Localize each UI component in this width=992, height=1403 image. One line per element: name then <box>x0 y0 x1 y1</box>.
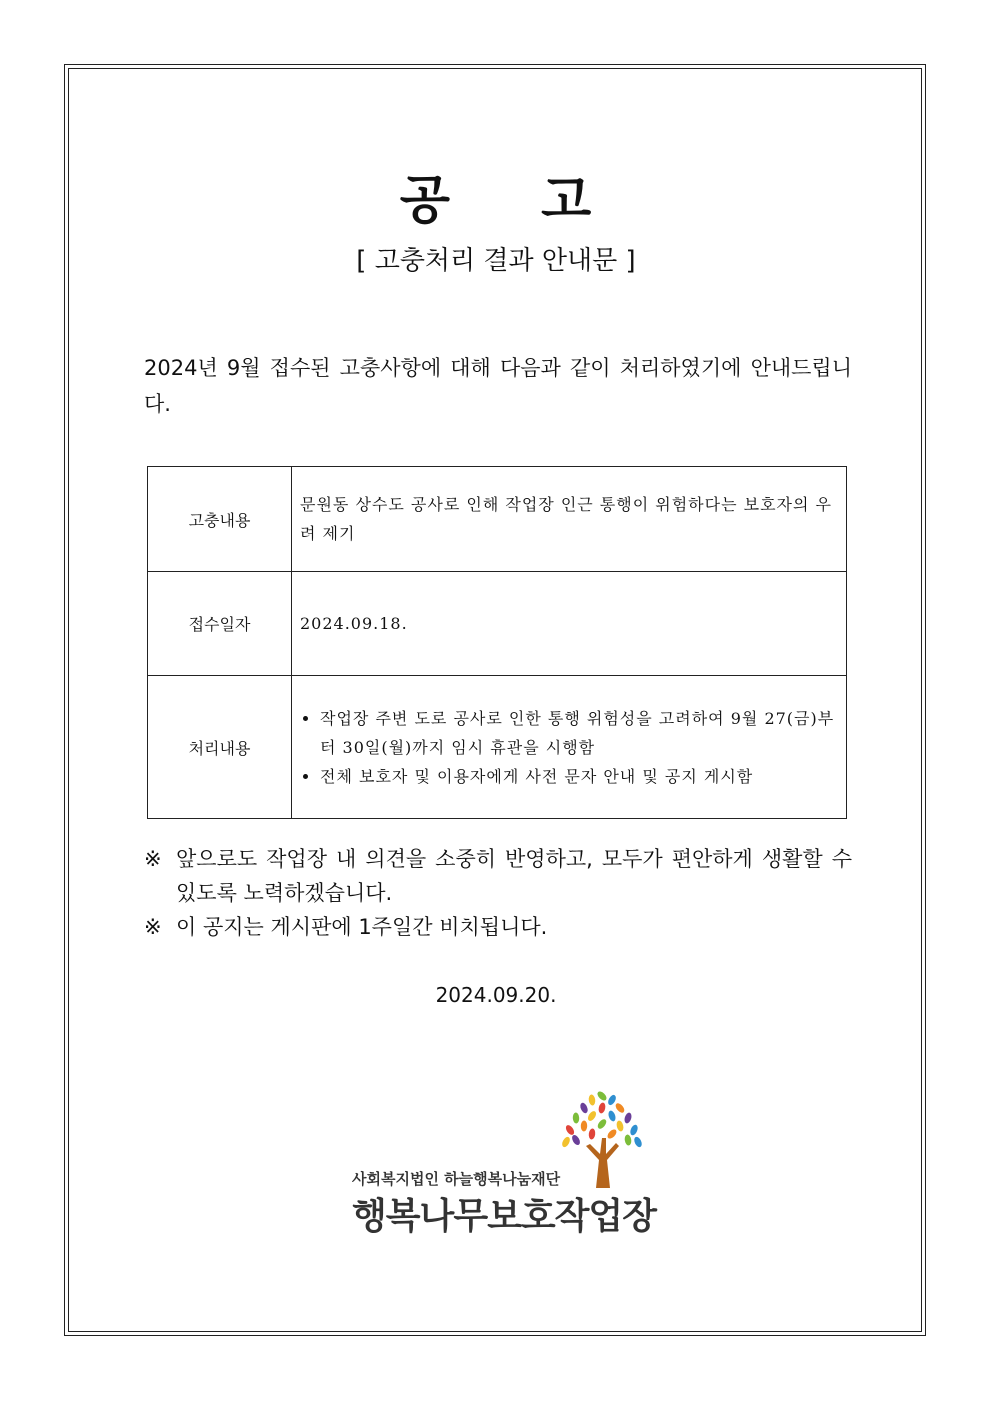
table-row <box>148 676 847 819</box>
leaf-shape <box>561 1136 572 1149</box>
list-item: • 전체 보호자 및 이용자에게 사전 문자 안내 및 공지 게시함 <box>320 762 838 791</box>
leaf-shape <box>588 1128 596 1140</box>
leaf-shape <box>606 1128 618 1140</box>
notice-title <box>0 158 992 233</box>
row-value-content: 문원동 상수도 공사로 인해 작업장 인근 통행이 위험하다는 보호자의 우려 제기 <box>292 467 847 572</box>
note-text: 이 공지는 게시판에 1주일간 비치됩니다. <box>176 915 548 939</box>
note-item <box>144 842 852 910</box>
title-char-right: 고 <box>541 171 593 231</box>
leaf-shape <box>633 1136 643 1149</box>
tree-logo-icon <box>556 1088 648 1188</box>
leaf-shape <box>614 1102 626 1115</box>
leaf-shape <box>588 1094 596 1106</box>
grievance-table <box>147 466 847 819</box>
leaf-shape <box>598 1102 607 1114</box>
leaf-shape <box>570 1134 581 1147</box>
leaf-shape <box>629 1124 639 1137</box>
leaf-shape <box>607 1094 618 1107</box>
row-value-action <box>292 676 847 819</box>
leaf-shape <box>581 1120 588 1131</box>
note-item <box>144 910 852 944</box>
row-header-content: 고충내용 <box>148 467 292 572</box>
table-row <box>148 467 847 572</box>
reference-mark: ※ <box>144 847 162 871</box>
intro-paragraph: 2024년 9월 접수된 고충사항에 대해 다음과 같이 처리하였기에 안내드립니다. <box>144 356 852 416</box>
leaf-shape <box>596 1090 608 1102</box>
leaf-shape <box>623 1112 632 1124</box>
leaf-shape <box>586 1110 597 1123</box>
leaf-shape <box>616 1120 625 1132</box>
leaf-shape <box>573 1112 580 1123</box>
list-item: • 작업장 주변 도로 공사로 인한 통행 위험성을 고려하여 9월 27(금)부터 30일(월)까지 임시 휴관을 시행함 <box>320 704 838 762</box>
title-char-left: 공 <box>399 171 451 231</box>
leaf-shape <box>564 1124 576 1137</box>
note-text: 앞으로도 작업장 내 의견을 소중히 반영하고, 모두가 편안하게 생활할 수 있도록 노력하겠습니다. <box>176 847 852 905</box>
organization-name: 행복나무보호작업장 <box>352 1196 656 1237</box>
table-row <box>148 572 847 676</box>
notice-date: 2024.09.20. <box>435 983 557 1007</box>
row-header-date: 접수일자 <box>148 572 292 676</box>
leaf-shape <box>607 1110 617 1122</box>
reference-mark: ※ <box>144 915 162 939</box>
leaf-shape <box>579 1102 589 1115</box>
notice-subtitle: [ 고충처리 결과 안내문 ] <box>356 246 636 276</box>
row-value-date: 2024.09.18. <box>292 572 847 676</box>
notes-section <box>144 842 852 944</box>
action-list <box>300 704 838 791</box>
leaf-shape <box>596 1118 608 1131</box>
leaf-shape <box>624 1134 632 1146</box>
row-header-action: 처리내용 <box>148 676 292 819</box>
foundation-name: 사회복지법인 하늘행복나눔재단 <box>352 1170 561 1188</box>
